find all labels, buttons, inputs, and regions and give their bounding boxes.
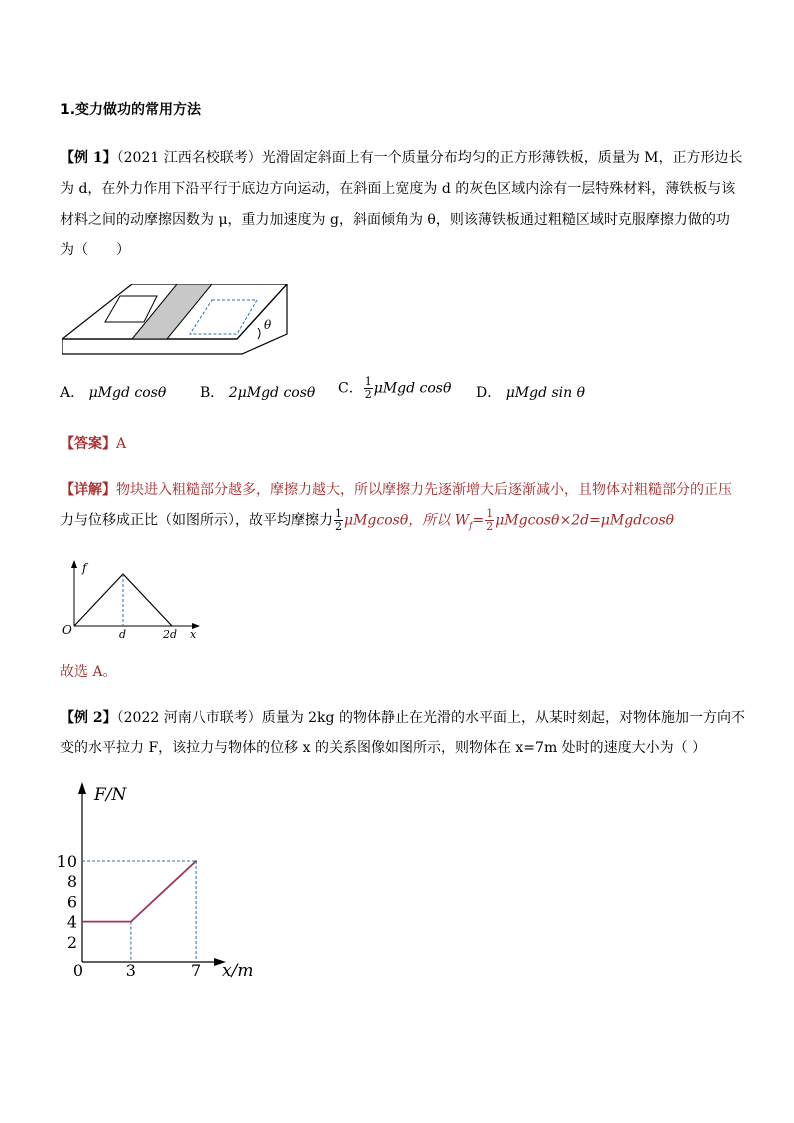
y-tick-label: 6	[66, 892, 77, 912]
incline-figure	[62, 284, 302, 356]
option-c[interactable]	[338, 376, 451, 401]
option-b-text: 2μMgd cosθ	[228, 385, 316, 401]
y-tick-label: 2	[66, 932, 77, 952]
option-b-label: B．	[200, 385, 225, 401]
angle-arc	[258, 328, 260, 339]
option-c-text: μMgd cosθ	[373, 380, 452, 397]
answer-value: A	[116, 436, 127, 452]
option-c-label: C．	[338, 380, 363, 397]
tick-d-label: d	[119, 628, 127, 641]
example1-text-1: （2021 江西名校联考）光滑固定斜面上有一个质量分布均匀的正方形薄铁板，质量为 M，正方形边长	[116, 150, 743, 166]
y-axis-label: F/N	[94, 785, 127, 805]
option-a[interactable]	[60, 383, 166, 403]
example1-line4: 为（ ）	[60, 242, 130, 258]
option-d[interactable]	[476, 383, 585, 403]
example1-line2: 为 d，在外力作用下沿平行于底边方向运动，在斜面上宽度为 d 的灰色区域内涂有一层特殊材料，薄铁板与该	[60, 181, 736, 197]
example1-line3: 材料之间的动摩擦因数为 μ，重力加速度为 g，斜面倾角为 θ，则该薄铁板通过粗糙区域时克服摩擦力做的功	[60, 212, 730, 228]
answer-tag: 【答案】	[60, 436, 116, 452]
explanation-fraction-2: $\frac{1}{2}$	[486, 507, 494, 533]
f-axis-arrow	[71, 560, 77, 568]
explanation-text-2b: μMgcosθ，所以 W	[344, 512, 470, 529]
y-tick-label: 10	[56, 852, 77, 871]
explanation-line1	[60, 480, 732, 500]
explanation-line2	[60, 508, 674, 536]
example2-tag: 【例 2】	[60, 710, 117, 726]
x-tick-label: 3	[125, 961, 136, 980]
explanation-fraction-1: $\frac{1}{2}$	[335, 507, 342, 533]
explanation-text-2d: μMgcosθ×2d=μMgdcosθ	[495, 512, 675, 529]
data-point	[130, 921, 132, 923]
option-a-label: A．	[60, 385, 85, 401]
data-point	[195, 860, 197, 862]
example2-line2: 变的水平拉力 F，该拉力与物体的位移 x 的关系图像如图所示，则物体在 x=7m 处时的速度大小为（ ）	[60, 740, 707, 756]
x-tick-label: 0	[72, 961, 84, 980]
section-title: 1.变力做功的常用方法	[60, 102, 202, 118]
example2-text-1: （2022 河南八市联考）质量为 2kg 的物体静止在光滑的水平面上，从某时刻起，对物体施加一方向不	[116, 710, 745, 726]
explanation-equals: =	[472, 512, 485, 529]
origin-label: O	[62, 623, 72, 637]
option-d-label: D．	[476, 385, 502, 401]
explanation-text-2a: 力与位移成正比（如图所示），故平均摩擦力	[60, 512, 333, 529]
option-b[interactable]	[200, 383, 315, 403]
y-tick-label: 8	[66, 872, 77, 892]
f-axis-label: f	[82, 561, 87, 575]
example2-line1	[60, 708, 745, 728]
explanation-tag: 【详解】	[60, 482, 116, 498]
y-axis-arrow	[78, 782, 86, 794]
x-axis-label: x/m	[222, 961, 254, 981]
conclusion: 故选 A。	[60, 664, 117, 680]
tick-2d-label: 2d	[163, 628, 178, 641]
y-tick-label: 4	[66, 912, 77, 932]
explanation-text-1: 物块进入粗糙部分越多，摩擦力越大，所以摩擦力先逐渐增大后逐渐减小，且物体对粗糙部分的正压	[116, 482, 732, 498]
friction-graph	[60, 560, 210, 642]
example1-tag: 【例 1】	[60, 150, 117, 166]
data-point	[81, 921, 83, 923]
option-c-fraction: $\frac{1}{2}$	[364, 375, 372, 401]
gray-rough-region	[132, 284, 212, 339]
angle-label: θ	[264, 318, 272, 332]
answer-line	[60, 434, 126, 454]
option-d-text: μMgd sin θ	[505, 385, 586, 401]
example1-line1	[60, 148, 743, 168]
option-a-text: μMgd cosθ	[88, 385, 167, 401]
x-tick-label: 7	[191, 961, 202, 980]
force-displacement-chart	[52, 780, 272, 985]
x-axis-label: x	[190, 628, 197, 641]
force-series-line	[82, 861, 196, 922]
explanation-subscript: f	[469, 521, 473, 532]
